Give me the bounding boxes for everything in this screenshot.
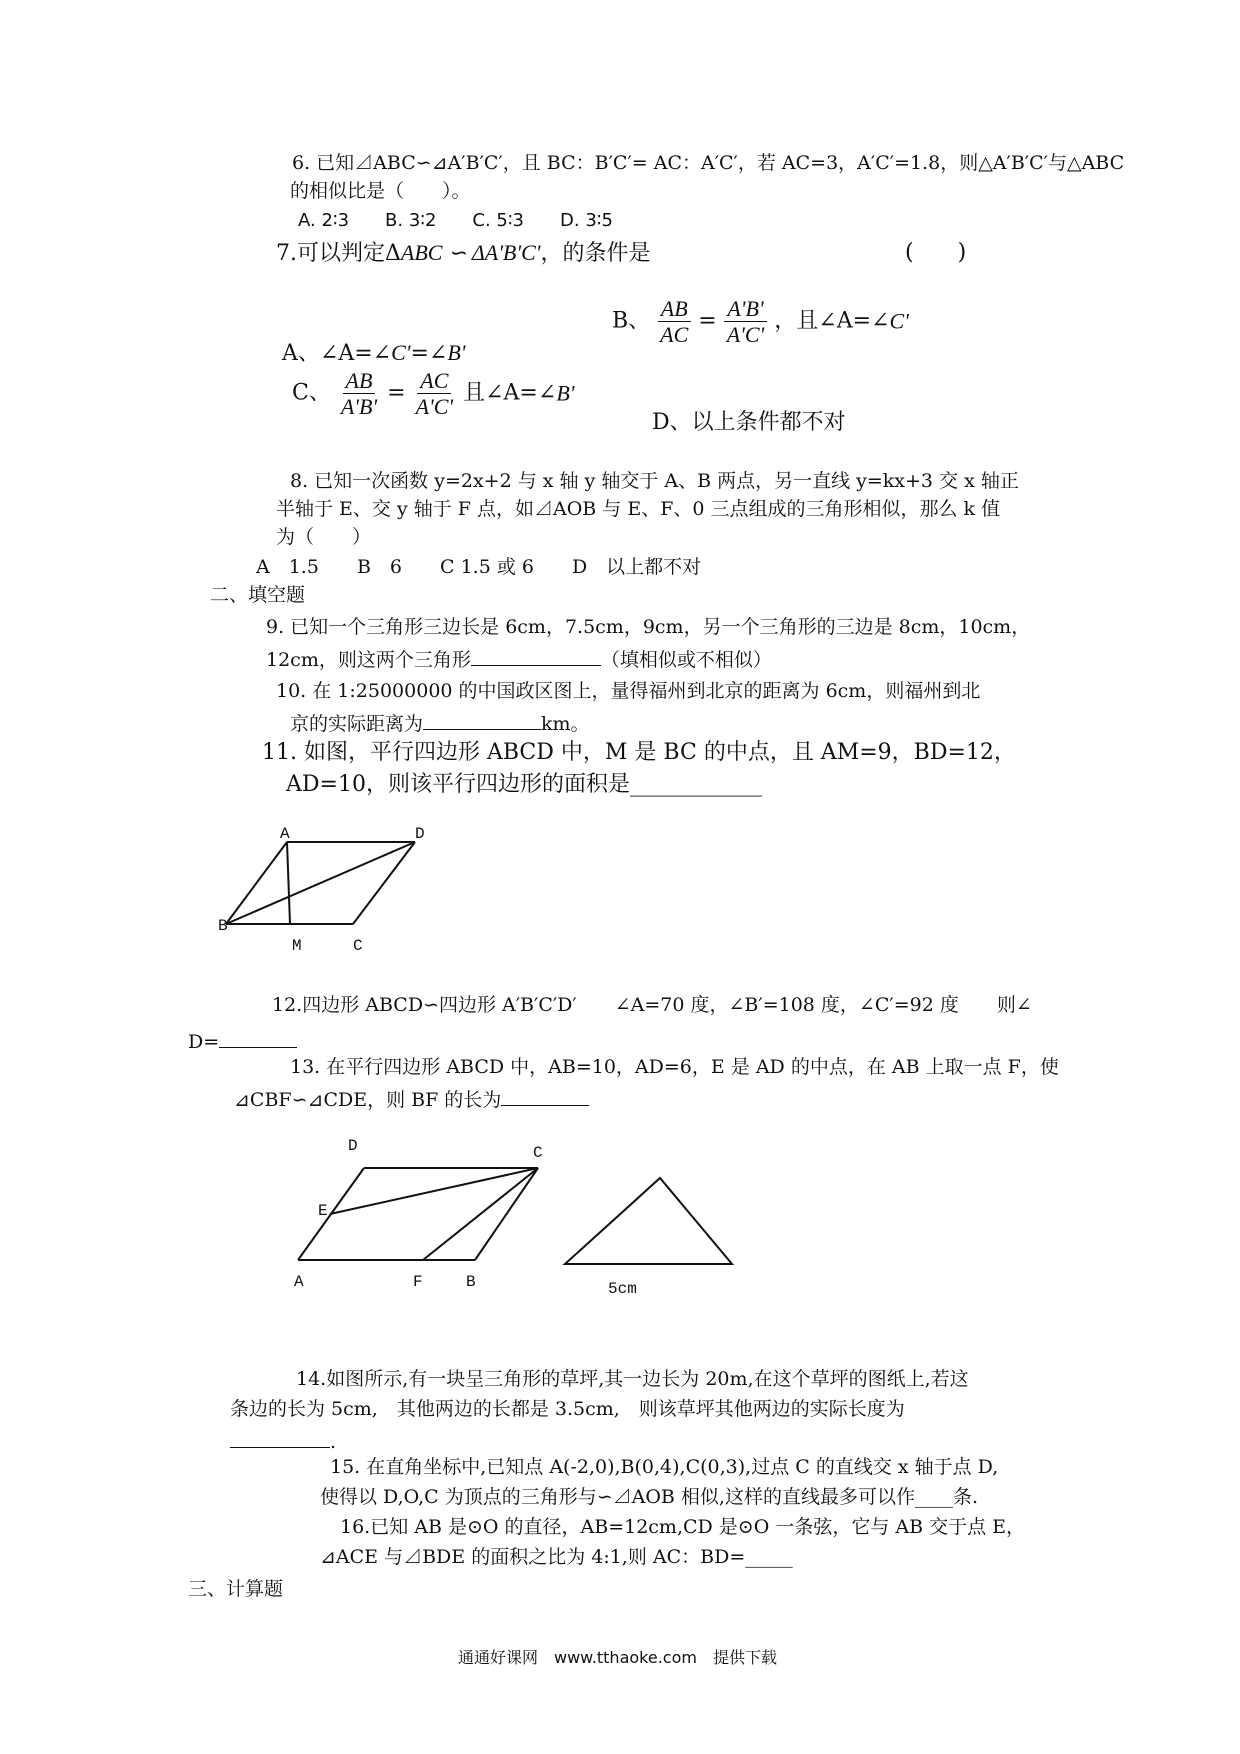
- q13-line2: [234, 1086, 589, 1112]
- q16-line2: ⊿ACE 与⊿BDE 的面积之比为 4:1,则 AC：BD=_____: [320, 1546, 793, 1568]
- q7-option-b-c: C': [889, 308, 909, 334]
- label-d: D: [348, 1137, 358, 1155]
- q7-paren: ( ): [905, 240, 967, 265]
- label-c: C: [353, 937, 363, 955]
- q10-line1: 10. 在 1:25000000 的中国政区图上，量得福州到北京的距离为 6cm，则福州到北: [276, 680, 981, 702]
- q11-line1: 11. 如图，平行四边形 ABCD 中，M 是 BC 的中点，且 AM=9，BD=12，: [262, 740, 1016, 765]
- q7-option-b-tail: ，且∠A=∠: [774, 308, 890, 334]
- q7-option-b: [612, 296, 909, 348]
- q12-line2-pre: D=: [188, 1031, 220, 1053]
- segment-dc: [353, 842, 415, 924]
- q12-answer-blank[interactable]: [219, 1028, 297, 1048]
- q7-option-c: [292, 368, 574, 420]
- label-b: B: [218, 917, 228, 935]
- q7-option-c-tail: 且∠A=∠: [463, 380, 557, 406]
- frac-numerator: AC: [417, 368, 451, 394]
- q10-line2: [290, 710, 590, 736]
- q12-line1: 12.四边形 ABCD∽四边形 A′B′C′D′ ∠A=70 度，∠B′=108 度，∠C′=92 度 则∠: [272, 994, 1032, 1016]
- diagonal-bd: [226, 842, 415, 924]
- q7-stem-prefix: 7.可以判定Δ: [276, 241, 401, 266]
- q7-option-b-frac1: [657, 296, 691, 348]
- label-a: A: [280, 825, 290, 843]
- frac-numerator: AB: [658, 296, 691, 322]
- q7-stem-math: ABC ∽ ΔA'B'C': [400, 240, 541, 265]
- label-m: M: [292, 937, 302, 955]
- q10-answer-blank[interactable]: [423, 710, 541, 730]
- frac-denominator: A'C': [415, 394, 454, 420]
- q7-stem: [276, 240, 650, 267]
- q7-option-b-frac2: [724, 296, 768, 348]
- segment-am: [287, 842, 290, 924]
- q15-line1: 15. 在直角坐标中,已知点 A(-2,0),B(0,4),C(0,3),过点 C 的直线交 x 轴于点 D,: [330, 1456, 999, 1478]
- label-a: A: [294, 1273, 304, 1291]
- segment-fc: [423, 1168, 538, 1260]
- equals-sign: =: [698, 308, 717, 334]
- q7-option-d: D、以上条件都不对: [652, 410, 846, 435]
- q7-option-c-frac2: [413, 368, 457, 420]
- label-e: E: [318, 1202, 328, 1220]
- q9-answer-blank[interactable]: [471, 646, 601, 666]
- q9-line2-post: （填相似或不相似）: [600, 649, 772, 671]
- q12-line2: [188, 1028, 297, 1054]
- q14-answer-blank[interactable]: [230, 1428, 330, 1448]
- q7-option-c-b: B': [556, 380, 575, 406]
- page-footer: 通通好课网 www.tthaoke.com 提供下载: [458, 1648, 777, 1667]
- q14-line3-post: .: [330, 1431, 337, 1453]
- q7-option-b-label: B、: [612, 308, 651, 334]
- q8-line2: 半轴于 E、交 y 轴于 F 点，如⊿AOB 与 E、F、0 三点组成的三角形相似，那么 k 值: [276, 498, 1001, 520]
- q7-option-a-b: B': [447, 340, 466, 365]
- figure-11-parallelogram: [210, 820, 440, 955]
- q8-options: A 1.5 B 6 C 1.5 或 6 D 以上都不对: [256, 556, 702, 578]
- q9-line2: [266, 646, 772, 672]
- frac-numerator: AB: [343, 368, 376, 394]
- q9-line2-pre: 12cm，则这两个三角形: [266, 649, 471, 671]
- q6-options: A. 2∶3 B. 3∶2 C. 5∶3 D. 3∶5: [298, 210, 613, 231]
- triangle-lawn-drawing: [565, 1178, 732, 1264]
- q13-answer-blank[interactable]: [501, 1086, 589, 1106]
- q8-line1: 8. 已知一次函数 y=2x+2 与 x 轴 y 轴交于 A、B 两点，另一直线 y=kx+3 交 x 轴正: [290, 470, 1019, 492]
- section-fill-in-heading: 二、填空题: [210, 584, 306, 606]
- q11-line2: AD=10，则该平行四边形的面积是____________: [286, 772, 762, 797]
- label-b: B: [466, 1273, 476, 1291]
- q9-line1: 9. 已知一个三角形三边长是 6cm，7.5cm，9cm，另一个三角形的三边是 8cm，10cm，: [266, 616, 1031, 638]
- q10-line2-post: km。: [541, 713, 590, 735]
- label-d: D: [415, 825, 425, 843]
- q16-line1: 16.已知 AB 是⊙O 的直径，AB=12cm,CD 是⊙O 一条弦，它与 AB 交于点 E，: [340, 1516, 1026, 1538]
- q6-line2: 的相似比是（ ）。: [290, 180, 471, 202]
- q10-line2-pre: 京的实际距离为: [290, 713, 424, 735]
- equals-sign: =: [387, 380, 406, 406]
- segment-ec: [330, 1168, 538, 1214]
- q7-option-a-c: C': [391, 340, 411, 365]
- q14-line1: 14.如图所示,有一块呈三角形的草坪,其一边长为 20m,在这个草坪的图纸上,若这: [296, 1368, 969, 1390]
- q15-line2: 使得以 D,O,C 为顶点的三角形与∽⊿AOB 相似,这样的直线最多可以作____条.: [320, 1486, 979, 1508]
- q7-option-a-mid: =∠: [410, 341, 448, 366]
- q8-line3: 为（ ）: [276, 526, 372, 548]
- segment-cb: [475, 1168, 538, 1260]
- triangle-side-label: 5cm: [608, 1280, 637, 1298]
- figure-13-parallelogram-and-triangle: [280, 1130, 750, 1305]
- q13-line1: 13. 在平行四边形 ABCD 中，AB=10，AD=6，E 是 AD 的中点，在 AB 上取一点 F，使: [290, 1056, 1059, 1078]
- q14-line3: [230, 1428, 336, 1454]
- frac-denominator: A'C': [726, 322, 765, 348]
- frac-denominator: A'B': [340, 394, 378, 420]
- label-f: F: [413, 1273, 423, 1291]
- q13-line2-pre: ⊿CBF∽⊿CDE，则 BF 的长为: [234, 1089, 502, 1111]
- q7-option-a: [282, 340, 466, 367]
- frac-denominator: AC: [660, 322, 689, 348]
- q7-stem-suffix: ，的条件是: [540, 241, 651, 266]
- q14-line2: 条边的长为 5cm, 其他两边的长都是 3.5cm, 则该草坪其他两边的实际长度为: [230, 1398, 905, 1420]
- frac-numerator: A'B': [724, 296, 766, 322]
- q7-option-a-label: A、∠A=∠: [282, 341, 392, 366]
- label-c: C: [533, 1144, 543, 1162]
- section-calculation-heading: 三、计算题: [188, 1578, 284, 1600]
- q6-line1: 6. 已知⊿ABC∽⊿A′B′C′，且 BC：B′C′= AC：A′C′，若 AC=3，A′C′=1.8，则△A′B′C′与△ABC: [292, 152, 1125, 174]
- q7-option-c-label: C、: [292, 380, 331, 406]
- q7-option-c-frac1: [338, 368, 380, 420]
